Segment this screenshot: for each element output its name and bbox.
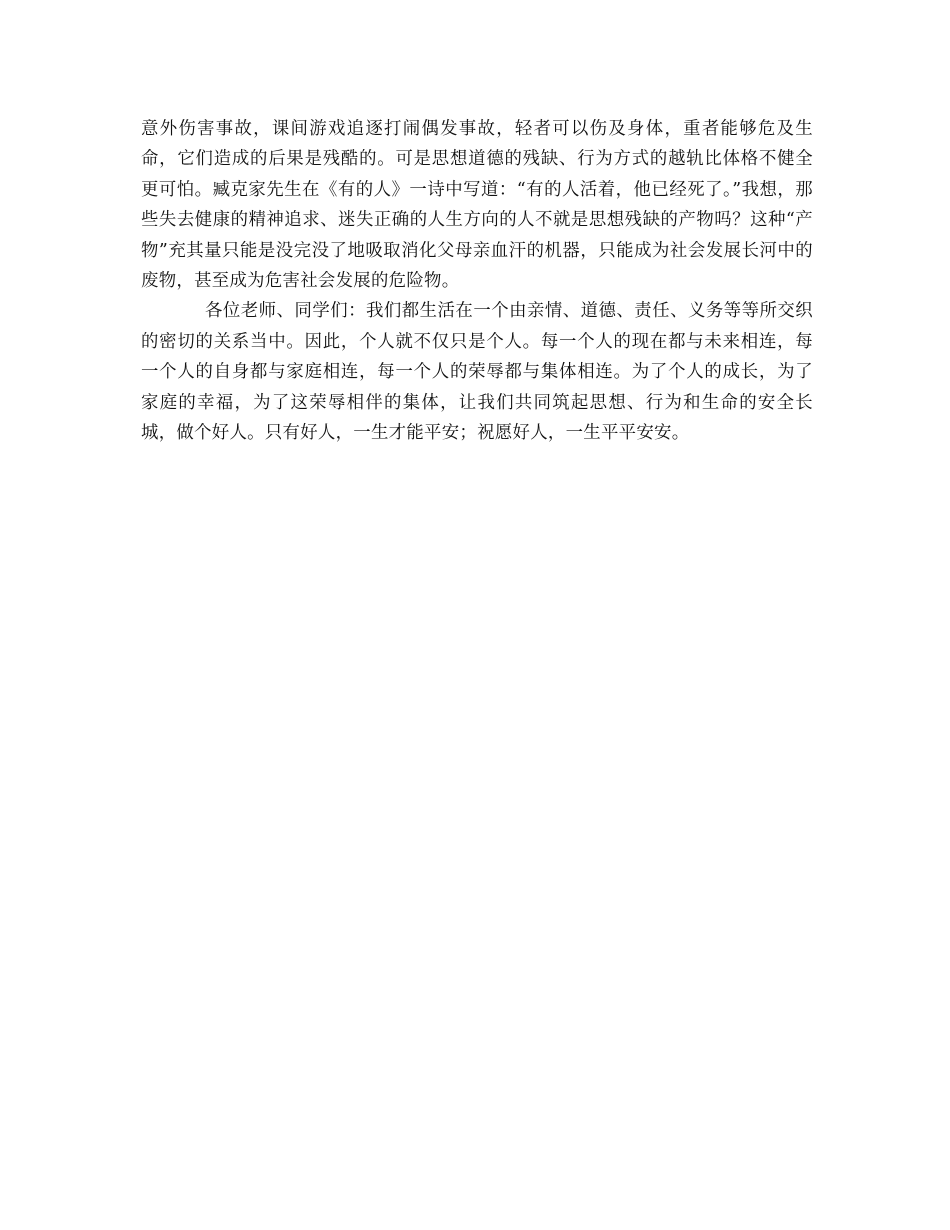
paragraph-2: 各位老师、同学们：我们都生活在一个由亲情、道德、责任、义务等等所交织的密切的关系当中。因此，个人就不仅只是个人。每一个人的现在都与未来相连，每一个人的自身都与家庭相连，每一个人的荣辱都与集体相连。为了个人的成长，为了家庭的幸福，为了这荣辱相伴的集体，让我们共同筑起思想、行为和生命的安全长城，做个好人。只有好人，一生才能平安；祝愿好人，一生平平安安。 bbox=[141, 301, 813, 444]
paragraph-1: 意外伤害事故，课间游戏追逐打闹偶发事故，轻者可以伤及身体，重者能够危及生命，它们造成的后果是残酷的。可是思想道德的残缺、行为方式的越轨比体格不健全更可怕。臧克家先生在《有的人》一诗中写道：“有的人活着，他已经死了。”我想，那些失去健康的精神追求、迷失正确的人生方向的人不就是思想残缺的产物吗？这种“产物”充其量只能是没完没了地吸取消化父母亲血汗的机器，只能成为社会发展长河中的废物，甚至成为危害社会发展的危险物。 bbox=[141, 119, 813, 292]
document-body bbox=[141, 114, 813, 448]
